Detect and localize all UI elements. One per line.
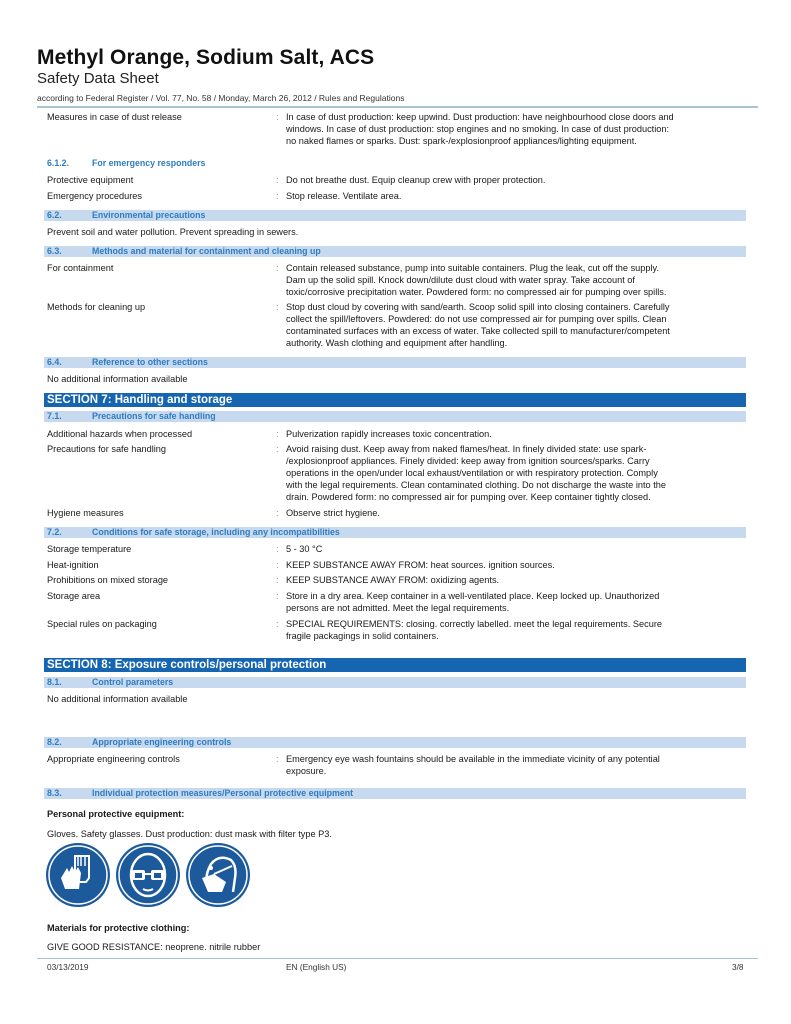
- emergency-procedures-label: Emergency procedures: [47, 191, 142, 201]
- text-line: Avoid raising dust. Keep away from naked flames/heat. In finely divided state: use spark-: [286, 444, 647, 454]
- materials-heading: Materials for protective clothing:: [47, 923, 190, 933]
- colon: :: [276, 175, 279, 185]
- subsection-7-2: [44, 527, 746, 538]
- footer-page: 3/8: [732, 962, 744, 972]
- subsection-number: 8.3.: [47, 788, 62, 798]
- colon: :: [276, 560, 279, 570]
- additional-hazards-label: Additional hazards when processed: [47, 429, 193, 439]
- footer-rule: [37, 958, 758, 959]
- precautions-label: Precautions for safe handling: [47, 444, 167, 454]
- subsection-title: Appropriate engineering controls: [92, 737, 232, 747]
- colon: :: [276, 429, 279, 439]
- text-line: contaminated surfaces with an excess of water. Take collected spill to manufacturer/competent: [286, 326, 670, 336]
- subsection-title: Conditions for safe storage, including any incompatibilities: [92, 527, 340, 537]
- text-line: Emergency eye wash fountains should be available in the immediate vicinity of any potential: [286, 754, 660, 764]
- cleaning-value: [286, 301, 726, 349]
- document-subtitle: Safety Data Sheet: [37, 70, 159, 87]
- header-rule: [37, 106, 758, 108]
- text-line: fragile packagings in solid containers.: [286, 631, 439, 641]
- document-title: Methyl Orange, Sodium Salt, ACS: [37, 46, 375, 69]
- colon: :: [276, 302, 279, 312]
- subsection-title: Environmental precautions: [92, 210, 206, 220]
- footer-date: 03/13/2019: [47, 962, 89, 972]
- text-line: Store in a dry area. Keep container in a well-ventilated place. Keep locked up. Unauthorized: [286, 591, 660, 601]
- containment-label: For containment: [47, 263, 114, 273]
- emergency-procedures-value: Stop release. Ventilate area.: [286, 191, 402, 201]
- subsection-title: Reference to other sections: [92, 357, 208, 367]
- ppe-heading: Personal protective equipment:: [47, 809, 185, 819]
- packaging-label: Special rules on packaging: [47, 619, 157, 629]
- heat-ignition-value: KEEP SUBSTANCE AWAY FROM: heat sources. ignition sources.: [286, 560, 555, 570]
- subsection-7-1: [44, 411, 746, 422]
- storage-area-value: [286, 590, 726, 614]
- section-title: SECTION 8: Exposure controls/personal protection: [47, 659, 327, 671]
- subsection-8-1: [44, 677, 746, 688]
- text-line: drain. Powdered form: no compressed air for pumping over. Keep container tightly closed.: [286, 492, 651, 502]
- prohibitions-value: KEEP SUBSTANCE AWAY FROM: oxidizing agents.: [286, 575, 500, 585]
- text-line: authority. Wash clothing and equipment after handling.: [286, 338, 508, 348]
- colon: :: [276, 444, 279, 454]
- subsection-title: Individual protection measures/Personal protective equipment: [92, 788, 354, 798]
- subsection-number: 6.2.: [47, 210, 62, 220]
- subsection-number: 6.1.2.: [47, 158, 70, 168]
- colon: :: [276, 591, 279, 601]
- text-line: with the legal requirements. Clean contaminated clothing. Do not discharge the waste into the: [286, 480, 666, 490]
- containment-value: [286, 262, 726, 298]
- hygiene-value: Observe strict hygiene.: [286, 508, 380, 518]
- environmental-text: Prevent soil and water pollution. Prevent spreading in sewers.: [47, 227, 299, 237]
- colon: :: [276, 619, 279, 629]
- text-line: Dam up the solid spill. Knock down/dilute dust cloud with water spray. Take account of: [286, 275, 635, 285]
- materials-text: GIVE GOOD RESISTANCE: neoprene. nitrile rubber: [47, 942, 261, 952]
- colon: :: [276, 112, 279, 122]
- subsection-number: 7.2.: [47, 527, 62, 537]
- text-line: /explosionproof appliances. Finely divided: keep away from ignition sources/sparks. Carry: [286, 456, 650, 466]
- text-line: exposure.: [286, 766, 327, 776]
- heat-ignition-label: Heat-ignition: [47, 560, 99, 570]
- gloves-icon: [45, 842, 111, 908]
- prohibitions-label: Prohibitions on mixed storage: [47, 575, 169, 585]
- colon: :: [276, 508, 279, 518]
- packaging-value: [286, 618, 726, 642]
- text-line: Stop dust cloud by covering with sand/earth. Scoop solid spill into closing containers. Carefully: [286, 302, 670, 312]
- control-parameters-text: No additional information available: [47, 694, 188, 704]
- ppe-text: Gloves. Safety glasses. Dust production: dust mask with filter type P3.: [47, 829, 332, 839]
- subsection-6-2: [44, 210, 746, 221]
- colon: :: [276, 544, 279, 554]
- text-line: operations in the open/under local exhaust/ventilation or with respiratory protection. Comply: [286, 468, 658, 478]
- reference-text: No additional information available: [47, 374, 188, 384]
- text-line: no naked flames or sparks. Dust: spark-/explosionproof appliances/lighting equipment.: [286, 136, 637, 146]
- text-line: toxic/corrosive precipitation water. Powdered form: no compressed air for pumping over spills.: [286, 287, 667, 297]
- subsection-title: Control parameters: [92, 677, 174, 687]
- subsection-number: 6.3.: [47, 246, 62, 256]
- eng-controls-label: Appropriate engineering controls: [47, 754, 180, 764]
- additional-hazards-value: Pulverization rapidly increases toxic concentration.: [286, 429, 492, 439]
- colon: :: [276, 191, 279, 201]
- subsection-title: Precautions for safe handling: [92, 411, 216, 421]
- footer-language: EN (English US): [286, 962, 347, 972]
- subsection-title: For emergency responders: [92, 158, 206, 168]
- eng-controls-value: [286, 753, 726, 777]
- subsection-number: 7.1.: [47, 411, 62, 421]
- text-line: Contain released substance, pump into suitable containers. Plug the leak, cut off the supply.: [286, 263, 660, 273]
- subsection-number: 6.4.: [47, 357, 62, 367]
- subsection-number: 8.1.: [47, 677, 62, 687]
- subsection-title: Methods and material for containment and cleaning up: [92, 246, 321, 256]
- colon: :: [276, 754, 279, 764]
- protective-equipment-value: Do not breathe dust. Equip cleanup crew with proper protection.: [286, 175, 546, 185]
- subsection-8-3: [44, 788, 746, 799]
- regulation-line: according to Federal Register / Vol. 77, No. 58 / Monday, March 26, 2012 / Rules and Regulations: [37, 93, 405, 103]
- dust-release-value: [286, 111, 726, 147]
- section-title: SECTION 7: Handling and storage: [47, 394, 233, 406]
- hygiene-label: Hygiene measures: [47, 508, 124, 518]
- text-line: windows. In case of dust production: stop engines and no smoking. In case of dust production:: [286, 124, 670, 134]
- storage-temp-value: 5 - 30 °C: [286, 544, 323, 554]
- section-8-header: [44, 658, 746, 672]
- subsection-6-3: [44, 246, 746, 257]
- precautions-value: [286, 443, 726, 503]
- text-line: collect the spill/leftovers. Powdered: do not use compressed air for pumping over spills. Clean: [286, 314, 667, 324]
- storage-temp-label: Storage temperature: [47, 544, 132, 554]
- subsection-number: 8.2.: [47, 737, 62, 747]
- dust-mask-icon: [185, 842, 251, 908]
- subsection-6-4: [44, 357, 746, 368]
- subsection-8-2: [44, 737, 746, 748]
- text-line: persons are not admitted. Meet the legal requirements.: [286, 603, 510, 613]
- text-line: SPECIAL REQUIREMENTS: closing. correctly labelled. meet the legal requirements. Secure: [286, 619, 662, 629]
- dust-release-label: Measures in case of dust release: [47, 112, 182, 122]
- storage-area-label: Storage area: [47, 591, 101, 601]
- colon: :: [276, 263, 279, 273]
- text-line: In case of dust production: keep upwind. Dust production: have neighbourhood close doors and: [286, 112, 674, 122]
- protective-equipment-label: Protective equipment: [47, 175, 134, 185]
- colon: :: [276, 575, 279, 585]
- safety-glasses-icon: [115, 842, 181, 908]
- cleaning-label: Methods for cleaning up: [47, 302, 146, 312]
- section-7-header: [44, 393, 746, 407]
